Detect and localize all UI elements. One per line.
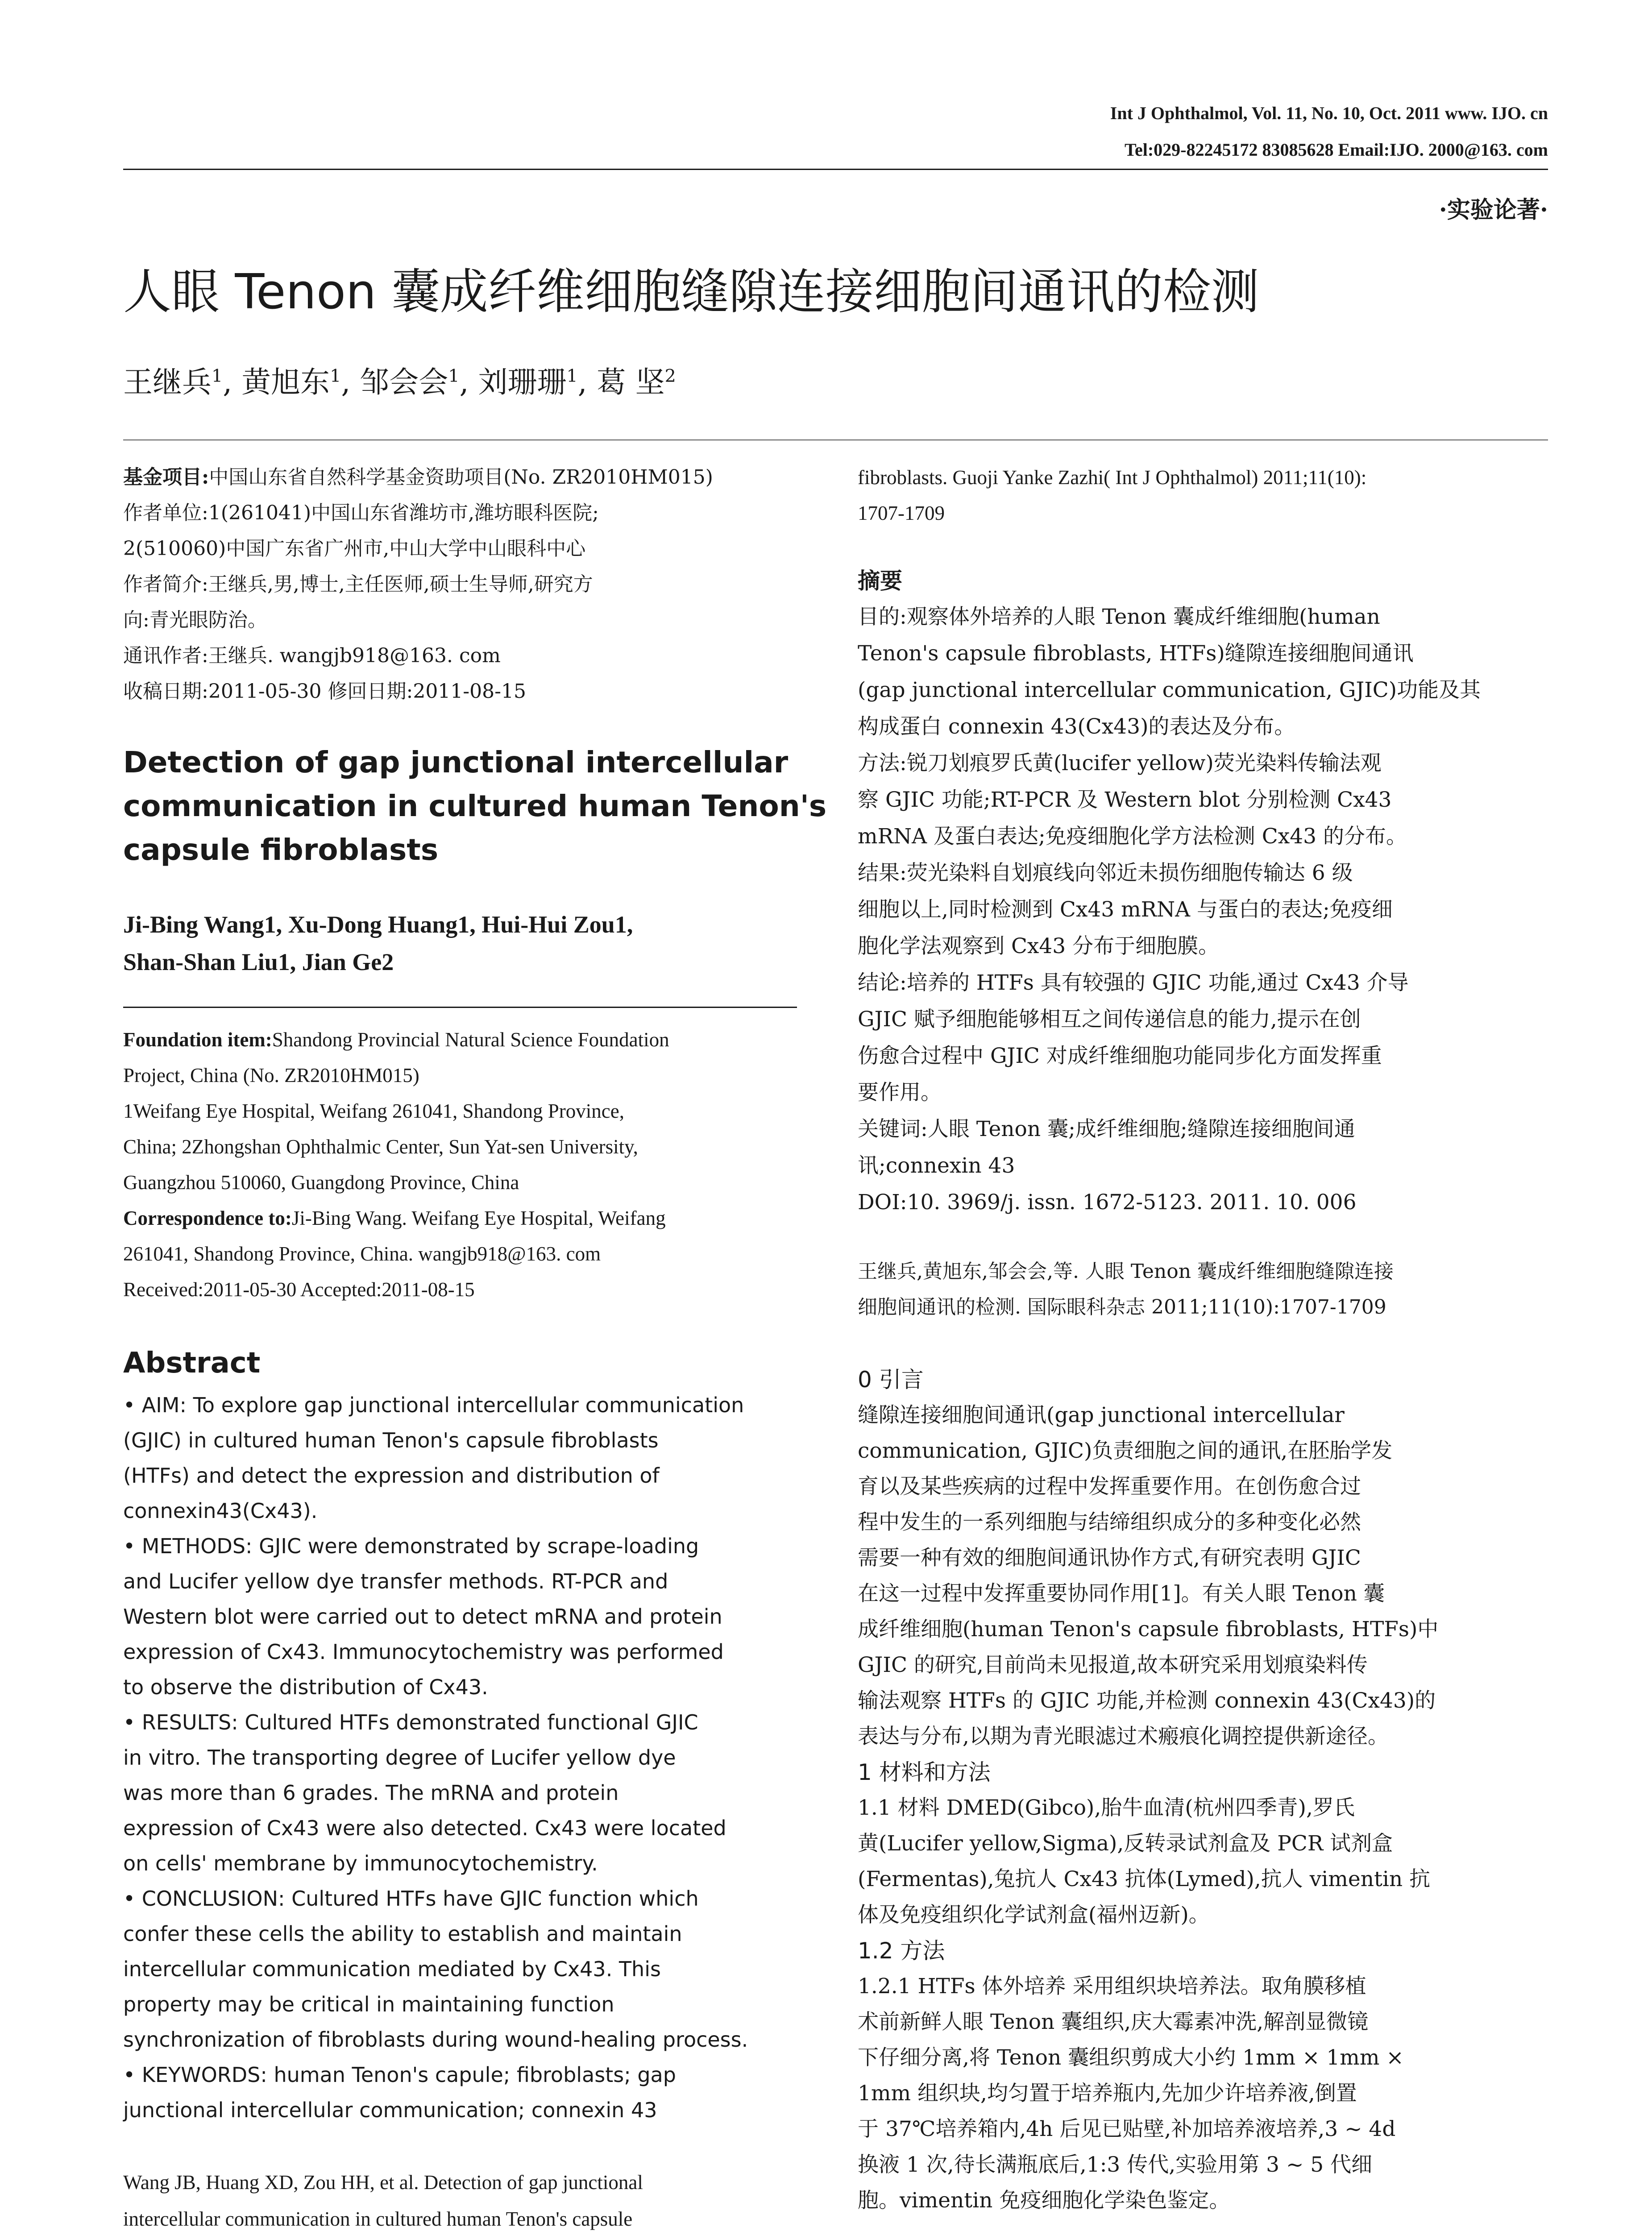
meta-line: 作者单位:1(261041)中国山东省潍坊市,潍坊眼科医院; (123, 502, 599, 524)
authors-cn: 王继兵$^1$, 黄旭东$^1$, 邹会会$^1$, 刘珊珊$^1$, 葛 坚$^2$ (123, 365, 676, 399)
title-cn: 人眼 Tenon 囊成纤维细胞缝隙连接细胞间通讯的检测 (123, 264, 1259, 320)
citation-en: Wang JB, Huang XD, Zou HH, et al. Detection of gap junctional intercellular communication in cultured human Tenon's capsule (123, 2171, 643, 2230)
journal-contact-line: Tel:029-82245172 83085628 Email:IJO. 2000@163. com (1124, 140, 1548, 160)
left-meta-block (123, 460, 801, 709)
title-en: Detection of gap junctional intercellular communication in cultured human Tenon's capsule fibroblasts (123, 745, 827, 867)
author-cn-2: 黄旭东 (241, 365, 330, 399)
meta-line: 向:青光眼防治。 (123, 609, 267, 631)
meta-line: 通讯作者:王继兵. wangjb918@163. com (123, 644, 501, 667)
header-rule (123, 169, 1548, 170)
author-cn-1: 王继兵 (123, 365, 212, 399)
citation-cn: 王继兵,黄旭东,邹会会,等. 人眼 Tenon 囊成纤维细胞缝隙连接 细胞间通讯的检测. 国际眼科杂志 2011;11(10):1707-1709 (858, 1260, 1394, 1319)
zhaiyao-body: 目的:观察体外培养的人眼 Tenon 囊成纤维细胞(human Tenon's capsule fibroblasts, HTFs)缝隙连接细胞间通讯 (gap junctional intercellular communication, GJIC)功能及其 构成蛋白 connexin 43(Cx43)的表达及分布。 方法:锐刀划痕罗氏黄(lucifer yellow)荧光染料传输法观 察 GJIC 功能;RT-PCR 及 Western blot 分别检测 Cx43 mRNA 及蛋白表达;免疫细胞化学方法检测 Cx43 的分布。 结果:荧光染料自划痕线向邻近未损伤细胞传输达 6 级 细胞以上,同时检测到 Cx43 mRNA 与蛋白的表达;免疫细 胞化学法观察到 Cx43 分布于细胞膜。 结论:培养的 HTFs 具有较强的 GJIC 功能,通过 Cx43 介导 GJIC 赋予细胞能够相互之间传递信息的能力,提示在创 伤愈合过程中 GJIC 对成纤维细胞功能同步化方面发挥重 要作用。 关键词:人眼 Tenon 囊;成纤维细胞;缝隙连接细胞间通 讯;connexin 43 DOI:10. 3969/j. issn. 1672-5123. 2011. 10. 006 (858, 605, 1481, 1215)
intro-heading: 0 引言 (858, 1367, 924, 1393)
section-tag: ·实验论著· (1439, 196, 1548, 224)
authors-en-rule (123, 1007, 797, 1008)
author-cn-3: 邹会会 (360, 365, 448, 399)
meta-line: 2(510060)中国广东省广州市,中山大学中山眼科中心 (123, 537, 586, 560)
methods-subheading: 1.2 方法 (858, 1938, 945, 1964)
author-cn-4: 刘珊珊 (478, 365, 567, 399)
meta-line: 基金项目:中国山东省自然科学基金资助项目(No. ZR2010HM015) (123, 466, 713, 489)
meta-line: 作者简介:王继兵,男,博士,主任医师,硕士生导师,研究方 (123, 573, 593, 596)
abstract-body: • AIM: To explore gap junctional intercellular communication (GJIC) in cultured human Tenon's capsule fibroblasts (HTFs) and detect the expression and distribution of connexin43(Cx43). • METHODS: GJIC were demonstrated by scrape-loading and Lucifer yellow dye transfer methods. RT-PCR and Western blot were carried out to detect mRNA and protein expression of Cx43. Immunocytochemistry was performed to observe the distribution of Cx43. • RESULTS: Cultured HTFs demonstrated functional GJIC in vitro. The transporting degree of Lucifer yellow dye was more than 6 grades. The mRNA and protein expression of Cx43 were also detected. Cx43 were located on cells' membrane by immunocytochemistry. • CONCLUSION: Cultured HTFs have GJIC function which confer these cells the ability to establish and maintain intercellular communication mediated by Cx43. This property may be critical in maintaining function synchronization of fibroblasts during wound-healing process. • KEYWORDS: human Tenon's capule; fibroblasts; gap junctional intercellular communication; connexin 43 (123, 1393, 748, 2122)
intro-body: 缝隙连接细胞间通讯(gap junctional intercellular communication, GJIC)负责细胞之间的通讯,在胚胎学发 育以及某些疾病的过程中发挥重要作用。在创伤愈合过 程中发生的一系列细胞与结缔组织成分的多种变化必然 需要一种有效的细胞间通讯协作方式,有研究表明 GJIC 在这一过程中发挥重要协同作用[1]。有关人眼 Tenon 囊 成纤维细胞(human Tenon's capsule fibroblasts, HTFs)中 GJIC 的研究,目前尚未见报道,故本研究采用划痕染料传 输法观察 HTFs 的 GJIC 功能,并检测 connexin 43(Cx43)的 表达与分布,以期为青光眼滤过术瘢痕化调控提供新途径。 (858, 1403, 1439, 1749)
citation-en-continued: fibroblasts. Guoji Yanke Zazhi( Int J Ophthalmol) 2011;11(10): 1707-1709 (858, 466, 1367, 524)
zhaiyao-heading: 摘要 (858, 568, 902, 594)
methods-heading: 1 材料和方法 (858, 1759, 991, 1785)
culture-body: 1.2.1 HTFs 体外培养 采用组织块培养法。取角膜移植 术前新鲜人眼 Tenon 囊组织,庆大霉素冲洗,解剖显微镜 下仔细分离,将 Tenon 囊组织剪成大小约 1mm × 1mm × 1mm 组织块,均匀置于培养瓶内,先加少许培养液,倒置 于 37℃培养箱内,4h 后见已贴壁,补加培养液培养,3 ~ 4d 换液 1 次,待长满瓶底后,1:3 传代,实验用第 3 ~ 5 代细 胞。vimentin 免疫细胞化学染色鉴定。 (858, 1974, 1404, 2213)
materials-body: 1.1 材料 DMED(Gibco),胎牛血清(杭州四季青),罗氏 黄(Lucifer yellow,Sigma),反转录试剂盒及 PCR 试剂盒 (Fermentas),兔抗人 Cx43 抗体(Lymed),抗人 vimentin 抗 体及免疫组织化学试剂盒(福州迈新)。 (858, 1796, 1431, 1927)
author-cn-5: 葛 坚 (596, 365, 665, 399)
foundation-en-block: Foundation item:Shandong Provincial Natural Science Foundation Project, China (No. ZR2010HM015) 1Weifang Eye Hospital, Weifang 261041, Shandong Province, China; 2Zhongshan Ophthalmic Center, Sun Yat-sen University, Guangzhou 510060, Guangdong Province, China Correspondence to:Ji-Bing Wang. Weifang Eye Hospital, Weifang 261041, Shandong Province, China. wangjb918@163. com Received:2011-05-30 Accepted:2011-08-15 (123, 1028, 669, 1301)
abstract-heading: Abstract (123, 1347, 261, 1380)
journal-header-line: Int J Ophthalmol, Vol. 11, No. 10, Oct. 2011 www. IJO. cn (1110, 103, 1548, 123)
authors-en: Ji-Bing Wang1, Xu-Dong Huang1, Hui-Hui Zou1, Shan-Shan Liu1, Jian Ge2 (123, 911, 633, 975)
meta-line: 收稿日期:2011-05-30 修回日期:2011-08-15 (123, 680, 527, 703)
